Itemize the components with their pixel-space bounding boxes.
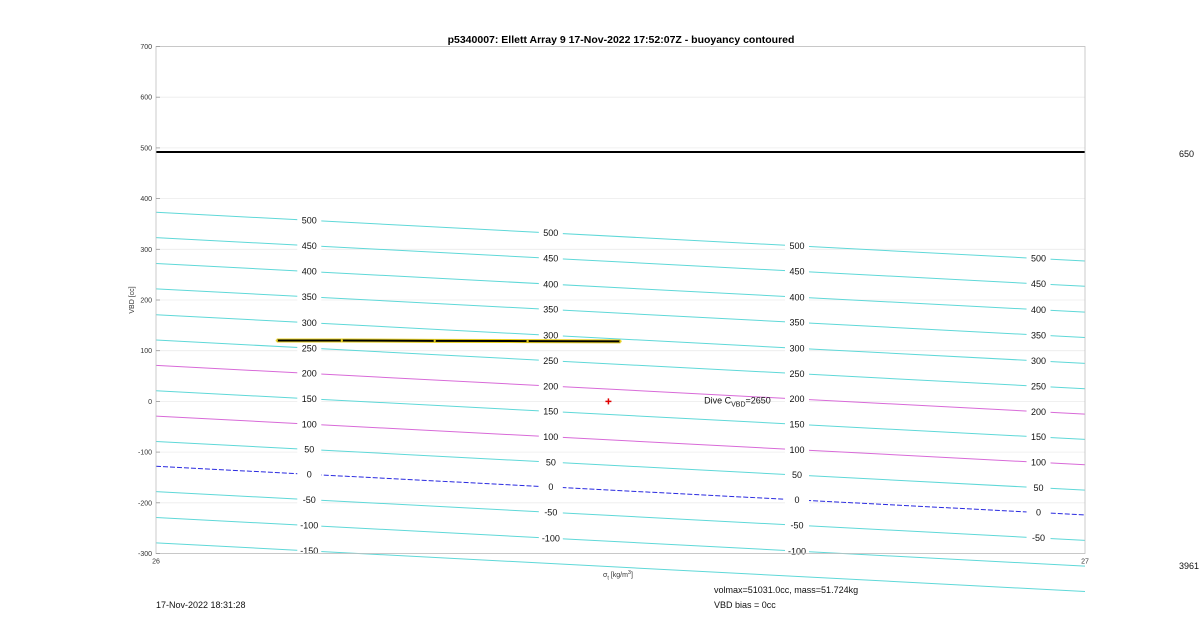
- x-tick-label: 27: [1081, 558, 1089, 566]
- contour-label: 500: [1031, 253, 1047, 264]
- contour-label: -50: [544, 507, 558, 518]
- contour-label: 100: [301, 419, 317, 430]
- contour-label: 200: [301, 368, 317, 379]
- contour-line: [156, 263, 1085, 312]
- y-axis-label: VBD [cc]: [129, 286, 136, 314]
- contour-line: [156, 365, 1085, 414]
- grid-layer: [156, 47, 1085, 557]
- contour-line: [156, 543, 1085, 592]
- contour-label: 200: [789, 394, 805, 405]
- x-axis-label: [603, 570, 633, 582]
- contour-line: [156, 466, 1085, 515]
- contour-label: 350: [789, 317, 805, 328]
- x-axis-label-unit: [kg/m: [608, 572, 628, 579]
- y-tick-label: 400: [140, 196, 152, 204]
- contour-label: 50: [792, 470, 803, 481]
- right-label-bottom: 3961: [1179, 561, 1200, 571]
- contour-label: 0: [548, 482, 554, 493]
- footer-vbd-bias: VBD bias = 0cc: [714, 600, 776, 610]
- x-axis-label-close: ]: [630, 572, 633, 579]
- chart-title: p5340007: Ellett Array 9 17-Nov-2022 17:52:07Z - buoyancy contoured: [447, 34, 795, 46]
- x-tick-label: 26: [152, 558, 160, 566]
- contour-label: 500: [543, 228, 559, 239]
- dive-series-point: [434, 340, 436, 342]
- y-tick-label: 200: [140, 297, 152, 305]
- dive-annotation-sub: VBD: [731, 401, 746, 409]
- x-axis-label-sup: 3: [627, 570, 631, 576]
- contour-label: -50: [302, 494, 316, 505]
- dive-annotation: [704, 395, 771, 408]
- contour-line: [156, 340, 1085, 392]
- contour-line: [156, 441, 1085, 493]
- contour-label: 200: [1031, 406, 1047, 417]
- y-tick-label: -300: [137, 551, 152, 558]
- contour-line: [156, 492, 1085, 544]
- contour-label: -50: [790, 520, 804, 531]
- contour-label: 350: [543, 304, 559, 315]
- contour-label: -150: [300, 546, 319, 557]
- contour-label: 400: [789, 292, 805, 303]
- x-axis-label-main: σ: [603, 572, 608, 579]
- contour-label: 250: [789, 368, 805, 379]
- contour-label: 400: [543, 279, 559, 290]
- contour-label: 150: [789, 419, 805, 430]
- contour-label: 150: [1031, 432, 1047, 443]
- contour-label: 50: [304, 444, 315, 455]
- y-tick-label: 500: [140, 145, 152, 153]
- dive-annotation-rest: =2650: [745, 395, 771, 406]
- contour-label: -100: [541, 533, 560, 544]
- contour-label: 450: [789, 266, 805, 277]
- y-tick-label: -100: [137, 449, 152, 457]
- contour-line: [156, 289, 1085, 341]
- contour-label: 50: [545, 457, 556, 468]
- contour-line: [156, 518, 1085, 567]
- contour-label: 0: [1036, 507, 1042, 518]
- dive-series-point: [526, 340, 528, 342]
- contour-label: 300: [789, 343, 805, 354]
- contour-label: 250: [1031, 381, 1047, 392]
- x-axis-label-sub: t: [607, 575, 609, 582]
- dive-series-line: [277, 341, 621, 342]
- contour-layer: [156, 212, 1085, 591]
- y-tick-label: 100: [140, 348, 152, 356]
- contour-line: [156, 416, 1085, 468]
- contour-label: 300: [1031, 356, 1047, 367]
- contour-label: 0: [306, 469, 312, 480]
- right-label-top: 650: [1179, 149, 1195, 159]
- contour-label: 150: [301, 393, 317, 404]
- contour-label: 300: [543, 330, 559, 341]
- contour-line: [156, 212, 1085, 261]
- contour-label: 100: [789, 444, 805, 455]
- contour-label: -100: [788, 546, 807, 557]
- contour-label: 150: [543, 406, 559, 417]
- contour-line: [156, 238, 1085, 290]
- contour-label: 450: [1031, 279, 1047, 290]
- footer-timestamp: 17-Nov-2022 18:31:28: [156, 600, 246, 610]
- contour-label: -100: [300, 520, 319, 531]
- contour-label: 350: [1031, 330, 1047, 341]
- contour-label: 500: [789, 241, 805, 252]
- series-layer: [156, 152, 1085, 404]
- dive-annotation-main: Dive C: [704, 395, 732, 406]
- contour-label: 0: [794, 495, 800, 506]
- y-tick-label: -200: [137, 500, 152, 508]
- contour-label: 500: [301, 215, 317, 226]
- contour-label: 450: [301, 240, 317, 251]
- contour-label: 250: [543, 355, 559, 366]
- contour-label: 450: [543, 253, 559, 264]
- dive-series-point: [276, 339, 278, 341]
- dive-series-point: [341, 339, 343, 341]
- contour-label: 400: [1031, 304, 1047, 315]
- contour-label: 100: [543, 431, 559, 442]
- contour-label: 250: [301, 343, 317, 354]
- contour-line: [156, 391, 1085, 443]
- contour-label: 400: [301, 266, 317, 277]
- contour-label: 350: [301, 292, 317, 303]
- dive-series-point: [619, 340, 621, 342]
- contour-label: 50: [1033, 482, 1044, 493]
- contour-label: 200: [543, 381, 559, 392]
- y-tick-label: 300: [140, 246, 152, 254]
- contour-label: -50: [1032, 533, 1046, 544]
- footer-volmax: volmax=51031.0cc, mass=51.724kg: [714, 585, 859, 595]
- y-tick-label: 600: [140, 94, 152, 102]
- y-tick-label: 700: [140, 44, 152, 51]
- contour-label: 100: [1031, 457, 1047, 468]
- contour-label: 300: [301, 317, 317, 328]
- y-tick-label: 0: [148, 398, 152, 406]
